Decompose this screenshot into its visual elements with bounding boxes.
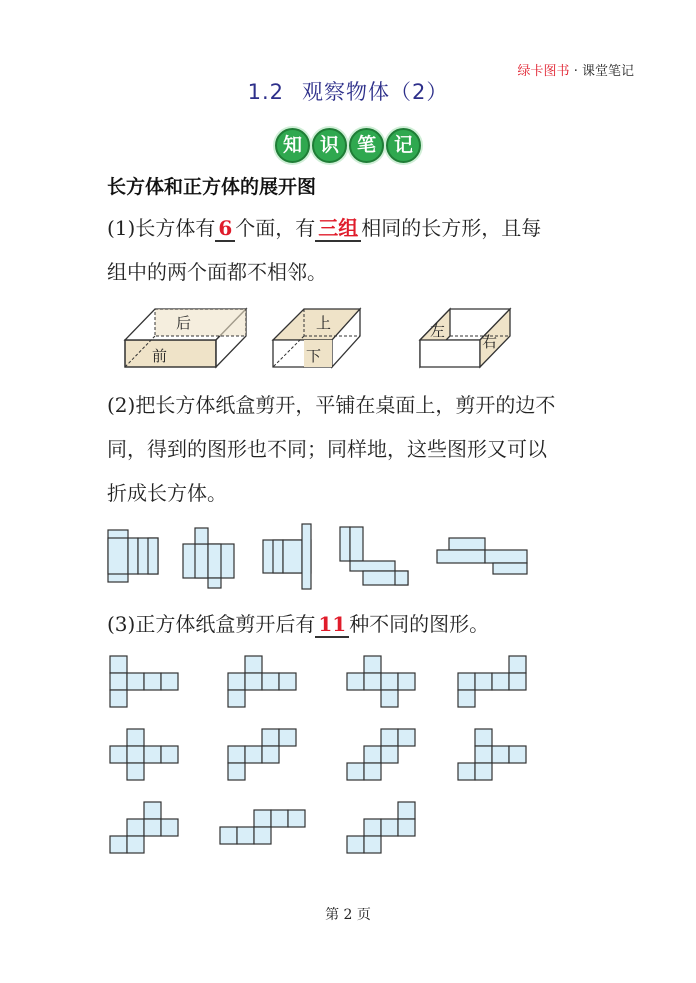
face-label-top: 上 — [316, 314, 332, 332]
section1-text-c: 相同的长方形，且每组中的两个面都不相邻。 — [107, 216, 542, 284]
cube-net-5 — [110, 729, 178, 780]
section3-text-b: 种不同的图形。 — [349, 612, 490, 636]
cube-net-7 — [347, 729, 415, 780]
badge-char: 记 — [386, 128, 421, 163]
answer-groups: 三组 — [315, 216, 361, 242]
brand-separator: · — [573, 64, 578, 79]
badge-char: 识 — [312, 128, 347, 163]
face-label-bottom: 下 — [306, 347, 322, 365]
brand-name: 绿卡图书 — [517, 64, 570, 79]
page-suffix: 页 — [356, 907, 371, 923]
brand-series: 课堂笔记 — [581, 64, 634, 79]
section-number: 1.2 — [247, 80, 285, 104]
face-label-right: 右 — [482, 333, 498, 351]
cube-net-1 — [110, 656, 178, 707]
page-num-value: 2 — [343, 907, 353, 923]
section-title: 观察物体（2） — [302, 80, 449, 104]
page-prefix: 第 — [325, 907, 340, 923]
cube-net-11 — [347, 802, 415, 853]
section1-text-a: (1)长方体有 — [107, 216, 216, 240]
badge-char: 笔 — [349, 128, 384, 163]
section2-paragraph: (2)把长方体纸盒剪开，平铺在桌面上，剪开的边不同，得到的图形也不同；同样地，这些图形又可以折成长方体。 — [107, 393, 556, 505]
answer-faces: 6 — [215, 216, 235, 242]
answer-cube-nets: 11 — [315, 612, 349, 638]
face-label-back: 后 — [176, 314, 192, 332]
cube-net-9 — [110, 802, 178, 853]
face-label-left: 左 — [430, 322, 446, 340]
section1-text-b: 个面，有 — [235, 216, 316, 240]
cube-net-10 — [220, 810, 305, 844]
cube-net-2 — [228, 656, 296, 707]
cube-net-6 — [228, 729, 296, 780]
section3-text-a: (3)正方体纸盒剪开后有 — [107, 612, 316, 636]
face-label-front: 前 — [152, 347, 168, 365]
cube-net-4 — [458, 656, 526, 707]
topic-heading: 长方体和正方体的展开图 — [107, 176, 317, 198]
cube-net-8 — [458, 729, 526, 780]
page-number — [0, 904, 696, 924]
badge-char: 知 — [275, 128, 310, 163]
cube-net-3 — [347, 656, 415, 707]
